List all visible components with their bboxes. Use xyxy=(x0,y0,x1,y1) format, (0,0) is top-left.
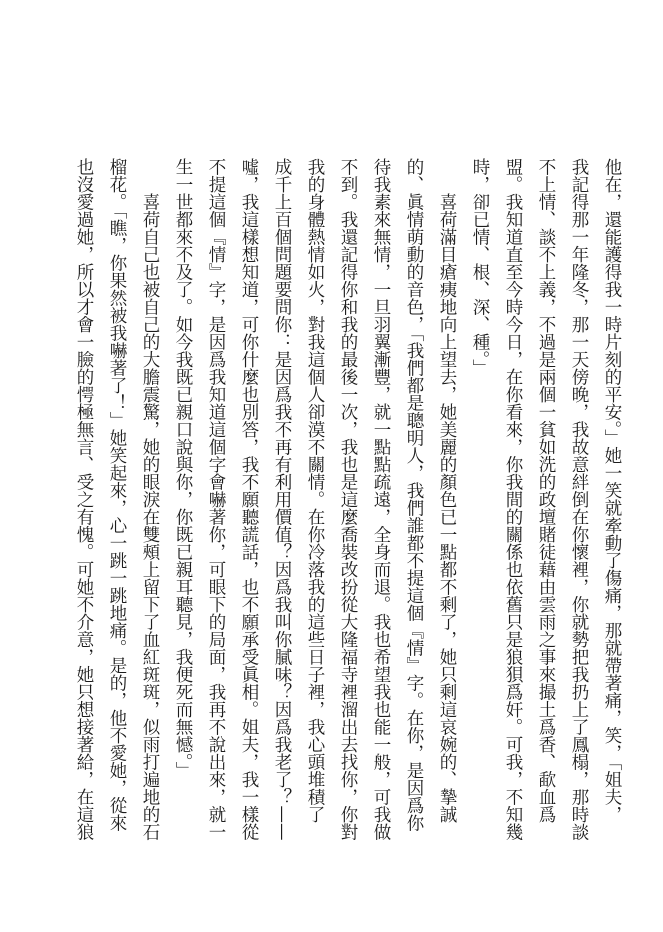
text-column-6: 喜荷滿目瘡痍地向上望去，她美麗的顏色已一點都不剩了，她只剩這哀婉的、摯誠 xyxy=(437,193,457,823)
text-column-11: 成千上百個問題要問你：是因爲我不再有利用價值？因爲我叫你膩味？因爲我老了？—— xyxy=(272,158,292,841)
text-column-15: 喜荷自己也被自己的大膽震驚，她的眼淚在雙頰上留下了血紅斑斑，似雨打遍地的石 xyxy=(140,193,160,841)
text-column-5: 時，卻已情、根、深、種。」 xyxy=(470,158,490,377)
vertical-text-block xyxy=(67,158,628,852)
text-column-7: 的、眞情萌動的音色，「我們都是聰明人，我們誰都不提這個『情』字。在你，是因爲你 xyxy=(404,158,424,832)
text-column-4: 盟。我知道直至今時今日，在你看來，你我間的關係也依舊只是狼狽爲奸。可我，不知幾 xyxy=(503,158,523,841)
text-column-17: 也沒愛過她，所以才會一臉的愕極無言、受之有愧。可她不介意，她只想接著給，在這狼 xyxy=(74,158,94,841)
text-column-12: 噓，我這樣想知道，可你什麼也別答，我不願聽謊話，也不願承受眞相。姐夫，我一樣從 xyxy=(239,158,259,841)
text-column-2: 我記得那一年隆冬，那一天傍晚，我故意絆倒在你懷裡，你就勢把我扔上了鳳榻，那時談 xyxy=(569,158,589,841)
text-column-3: 不上情、談不上義，不過是兩個一貧如洗的政壇賭徒藉由雲雨之事來撮土爲香、歃血爲 xyxy=(536,158,556,823)
text-column-1: 他在，還能護得我一時片刻的平安。」她一笑就牽動了傷痛，那就帶著痛，笑，「姐夫， xyxy=(602,158,622,823)
text-column-13: 不提這個『情』字，是因爲我知道這個字會嚇著你，可眼下的局面，我再不說出來，就一 xyxy=(206,158,226,841)
text-column-16: 榴花。「瞧，你果然被我嚇著了！」她笑起來，心一跳一跳地痛。是的，他不愛她，從來 xyxy=(107,158,127,832)
text-column-10: 我的身體熱情如火，對我這個人卻漠不關情。在你冷落我的這些日子裡，我心頭堆積了 xyxy=(305,158,325,823)
text-column-8: 待我素來無情，一旦羽翼漸豐，就一點點疏遠，全身而退。我也希望我也能一般，可我做 xyxy=(371,158,391,841)
text-column-14: 生一世都來不及了。如今我既已親口說與你，你既已親耳聽見，我便死而無憾。」 xyxy=(173,158,193,780)
text-column-9: 不到。我還記得你和我的最後一次，我也是這麼喬裝改扮從大隆福寺裡溜出去找你，你對 xyxy=(338,158,358,841)
